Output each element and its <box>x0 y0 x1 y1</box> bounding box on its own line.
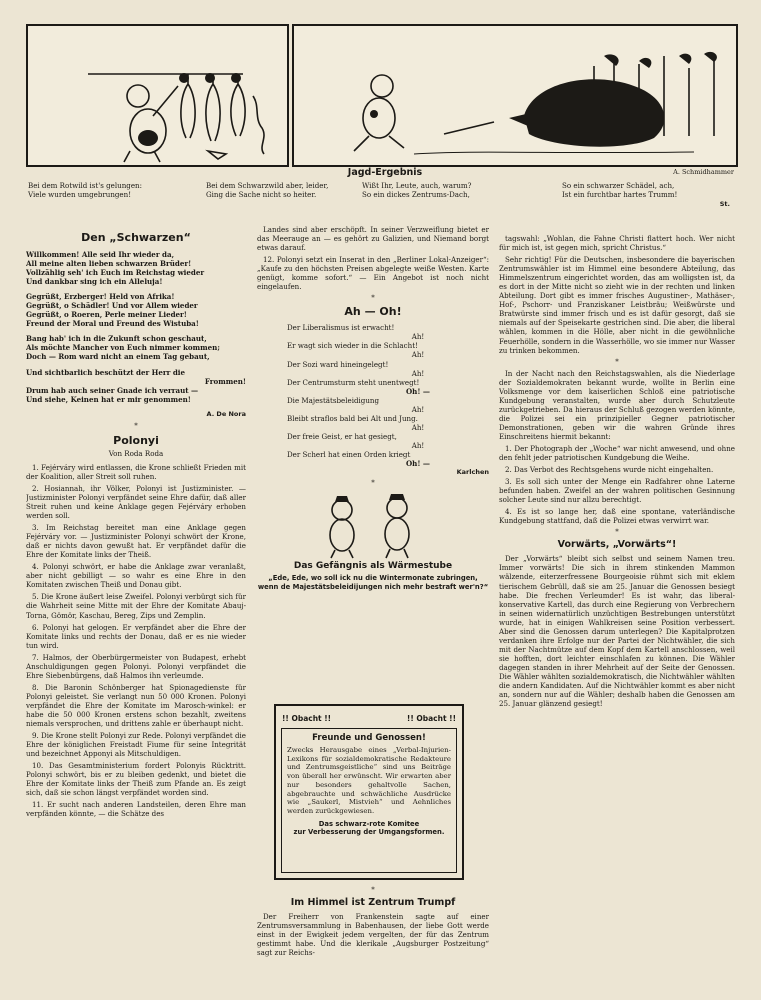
poem-schwarzen-author: A. De Nora <box>206 409 246 418</box>
poem-schwarzen-title: Den „Schwarzen“ <box>81 231 191 244</box>
cartoon-drawing-hunter-boar <box>294 26 736 165</box>
col3-paragraph: 1. Der Photograph der „Woche“ war nicht anwesend, und ohne den fehlt jeder patriotischen Kundgebung die Weihe. <box>499 443 735 463</box>
col3-paragraph: 3. Es soll sich unter der Menge ein Radfahrer ohne Laterne befunden haben. Zweifel an der wahren politischen Gesinnung solcher Leute sind nur allzu berechtigt. <box>499 477 735 505</box>
poem-exclamation: Oh! — <box>405 459 430 469</box>
col3-body <box>499 234 735 525</box>
separator-star: * <box>615 357 619 366</box>
caption-1-line-1: Bei dem Rotwild ist's gelungen: <box>28 181 142 190</box>
small-cartoon-drawing <box>257 490 489 560</box>
poem-line: Bang hab' ich in die Zukunft schon geschaut, <box>26 334 207 344</box>
poem-exclamation: Ah! <box>411 350 425 360</box>
polonyi-paragraph: 9. Die Krone stellt Polonyi zur Rede. Polonyi verpfändet die Ehre der königlichen Freistadt Fiume für seine Integrität und bezeichnet Apponyi als Mitschuldigen. <box>26 731 246 759</box>
poem-line: Gegrüßt, o Roeren, Perle meiner Lieder! <box>26 310 187 320</box>
article-himmel-title: Im Himmel ist Zentrum Trumpf <box>290 897 456 908</box>
poem-line: Der Liberalismus ist erwacht! <box>287 323 395 333</box>
separator-star: * <box>134 421 138 430</box>
obacht-text: Zwecks Herausgabe eines „Verbal-Injurien-Lexikons für sozialdemokratische Redakteure und Zentrumsgeistliche“ sind uns Beiträge von überall her erwünscht. Wir erwarten aber nur besonders gehaltvolle Sachen, abgebrauchte und schwächliche Ausdrücke wie „Saukerl, Mistvieh“ und Aehnliches werden zurückgewiesen. <box>287 746 451 815</box>
caption-2-line-2: Ging die Sache nicht so heiter. <box>206 190 317 200</box>
col2-paragraph: 12. Polonyi setzt ein Inserat in den „Berliner Lokal-Anzeiger“: „Kaufe zu den höchsten Preisen abgelegte weiße Westen. Karte genügt, komme sofort.“ — Ein Angebot ist noch nicht eingelaufen. <box>257 255 489 292</box>
poem-line: Die Majestätsbeleidigung <box>287 395 380 405</box>
poem-line: Gegrüßt, Erzberger! Held von Afrika! <box>26 292 175 302</box>
obacht-warn-left: !! Obacht !! <box>282 714 332 723</box>
obacht-sign-2: zur Verbesserung der Umgangsformen. <box>293 827 445 836</box>
column-1 <box>26 225 246 995</box>
caption-3-line-1: Wißt Ihr, Leute, auch, warum? <box>362 181 472 190</box>
poem-exclamation: Oh! — <box>405 386 430 396</box>
poem-stanza <box>26 334 246 361</box>
caption-2-line-1: Bei dem Schwarzwild aber, leider, <box>206 181 329 190</box>
obacht-box <box>274 704 464 880</box>
article-vorwaerts-text: Der „Vorwärts“ bleibt sich selbst und seinem Namen treu. Immer vorwärts! Die sich in ihrem stinkenden Mammon wälzende, eiterzerfressene Bourgeoisie rühmt sich mit eklem tierischem Gebrüll, daß sie am 25. Januar die Genossen besiegt habe. Die frechen Verleumder! Es ist wahr, das liberal-konservative Kartell, das durch eine Regierung von Verbrechern in seinen widernatürlich unzüchtigen Bestrebungen unterstützt wurde, hat in einigen Wahlkreisen seine Position verbessert. Aber sind die Genossen darum unterlegen? Die Kapitalprotzen verdanken ihre Erfolge nur der Partei der Nichtwähler, die sich mit der Nachtmütze auf dem Kopf dem Kartell anschlossen, weil sie hofften, dort leichter einschlafen zu können. Die Wähler dagegen standen in ihrer Mehrheit auf der Seite der Genossen. Die Wähler wählten sozialdemokratisch, die Nichtwähler wählten die andern Kandidaten. Auf die Nichtwähler kommt es aber nicht an, sondern nur auf die Wähler; deshalb haben die Genossen am 25. Januar glänzend gesiegt! <box>499 554 735 709</box>
poem-line: Und sichtbarlich beschützt der Herr die <box>26 367 186 377</box>
poem-line: Drum hab auch seiner Gnade ich verraut — <box>26 385 199 395</box>
small-cartoon-caption: „Ede, Ede, wo soll ick nu die Wintermonate zubringen, wenn de Majestätsbeleidijungen nich mehr bestraft wer'n?“ <box>257 574 489 591</box>
poem-line: Gegrüßt, o Schädler! Und vor Allem wieder <box>26 301 198 311</box>
col3-paragraph: tagswahl: „Wohlan, die Fahne Christi flattert hoch. Wer nicht für mich ist, ist gegen mich, spricht Christus.“ <box>499 234 735 253</box>
column-3 <box>499 234 735 996</box>
poem-line: Frommen! <box>204 376 246 386</box>
col3-paragraph: In der Nacht nach den Reichstagswahlen, als die Niederlage der Sozialdemokraten bekannt wurde, wollte in Berlin eine Volksmenge vor dem kaiserlichen Schloß eine patriotische Kundgebung veranstalten, wurde aber durch Schutzleute zurückgetrieben. Da hieraus der Schluß gezogen werden könnte, die Polizei sei ein prinzipieller Gegner patriotischer Demonstrationen, geben wir die wahren Gründe ihres Einschreitens hiermit bekannt: <box>499 368 735 441</box>
cartoon-caption-1 <box>28 181 198 199</box>
caption-4-line-2: Ist ein furchtbar hartes Trumm! <box>562 190 678 200</box>
cartoon-drawing-hunter-deer <box>28 26 287 165</box>
poem-line: Und siehe, Keinen hat er mir genommen! <box>26 394 191 404</box>
obacht-title: Freunde und Genossen! <box>312 733 426 743</box>
cartoon-caption-3 <box>362 181 512 199</box>
col3-paragraph: 2. Das Verbot des Rechtsgehens wurde nicht eingehalten. <box>505 465 714 475</box>
cartoon-panel-right <box>292 24 738 167</box>
col2-continuation <box>257 225 489 291</box>
poem-ah-oh <box>257 323 489 468</box>
polonyi-paragraph: 7. Halmos, der Oberbürgermeister von Budapest, erhebt Anschuldigungen gegen Polonyi. Polonyi verpfändet die Ehre Siebenbürgens, daß Halmos ihn verleumde. <box>26 652 246 680</box>
poem-line: Bleibt straflos bald bei Alt und Jung. <box>287 413 418 423</box>
poem-line: Der freie Geist, er hat gesiegt, <box>287 431 397 441</box>
separator-star: * <box>371 294 375 303</box>
col2-paragraph: Landes sind aber erschöpft. In seiner Verzweiflung bietet er das Meerauge an — es gehört zu Galizien, und Niemand borgt etwas darauf. <box>257 225 489 253</box>
caption-4-line-1: So ein schwarzer Schädel, ach, <box>562 181 675 190</box>
cartoon-signature: St. <box>719 200 730 208</box>
polonyi-paragraph: 6. Polonyi hat gelogen. Er verpfändet aber die Ehre der Komitate links und rechts der Donau, daß er es nie wieder tun wird. <box>26 622 246 650</box>
poem-line: Als möchte Mancher von Euch nimmer kommen; <box>26 343 220 353</box>
polonyi-paragraph: 8. Die Baronin Schönberger hat Spionagedienste für Polonyi geleistet. Sie verlangt nun 50 000 Kronen. Polonyi verpfändet die Ehre der Komitate im Marosch-winkel: er habe die 50 000 Kronen erstens schon bezahlt, zweitens niemals versprochen, und drittens zahle er überhaupt nicht. <box>26 682 246 729</box>
col3-paragraph: 4. Es ist so lange her, daß eine spontane, vaterländische Kundgebung stattfand, daß die Polizei etwas verwirrt war. <box>499 507 735 526</box>
polonyi-paragraph: 4. Polonyi schwört, er habe die Anklage zwar veranlaßt, aber nicht gebilligt — so wahr es eine Ehre in den Komitaten zwischen Theiß und Donau gibt. <box>26 562 246 590</box>
obacht-sign-1: Das schwarz-rote Komitee <box>318 819 420 828</box>
caption-3-line-2: So ein dickes Zentrums-Dach, <box>362 190 470 200</box>
obacht-box-inner <box>281 728 457 873</box>
polonyi-paragraph: 11. Er sucht nach anderen Landsteilen, deren Ehre man verpfänden könnte, — die Schätze des <box>26 800 246 819</box>
small-cartoon-title: Das Gefängnis als Wärmestube <box>293 561 453 572</box>
poem-ah-oh-author: Karlchen <box>456 468 489 477</box>
poem-ah-oh-title: Ah — Oh! <box>344 305 402 319</box>
caption-1-line-2: Viele wurden umgebrungen! <box>28 190 132 200</box>
poem-line: Willkommen! Alle seid Ihr wieder da, <box>26 250 175 259</box>
separator-star: * <box>371 886 375 894</box>
article-polonyi-byline: Von Roda Roda <box>108 448 164 458</box>
poem-stanza <box>26 368 246 404</box>
poem-stanza <box>26 250 246 286</box>
poem-line: Vollzählig seh' ich Euch im Reichstag wieder <box>26 268 205 278</box>
poem-exclamation: Ah! <box>411 422 425 432</box>
polonyi-paragraph: 1. Fejérváry wird entlassen, die Krone schließt Frieden mit der Koalition, aller Streit soll ruhen. <box>26 462 246 481</box>
poem-exclamation: Ah! <box>411 404 425 414</box>
poem-line: Doch — Rom ward nicht an einem Tag gebaut, <box>26 352 210 362</box>
separator-star: * <box>615 528 619 537</box>
cartoon-artist: A. Schmidhammer <box>673 168 734 176</box>
col3-paragraph: Sehr richtig! Für die Deutschen, insbesondere die bayerischen Zentrumswähler ist im Himmel eine besondere Abteilung, das Himmelszentrum eingerichtet worden, das am wolligsten ist, da es dort in der Mitte nicht so zieht wie in der rechten und linken Abteilung. Dort gibt es immer frisches Augustiner-, Mathäser-, Hof-, Pschorr- und Franziskaner Leistbräu; Weißwürste und Bratwürste sind immer frisch und es ist dafür gesorgt, daß sie niemals auf der Speisekarte gestrichen sind. Die aber, die liberal wählen, kommen in die Hölle, aber nicht in die gewöhnliche Feuerhölle, sondern in die Wasserhölle, wo sie immer nur Wasser zu trinken bekommen. <box>499 255 735 355</box>
poem-exclamation: Ah! <box>411 332 425 342</box>
separator-star: * <box>371 479 375 488</box>
poem-exclamation: Ah! <box>411 440 425 450</box>
poem-line: Er wagt sich wieder in die Schlacht! <box>287 341 418 351</box>
article-vorwaerts-title: Vorwärts, „Vorwärts“! <box>557 539 677 551</box>
cartoon-caption-4 <box>562 181 732 199</box>
cartoon-panel-left <box>26 24 289 167</box>
poem-line: Der Sozi ward hineingelegt! <box>287 359 389 369</box>
polonyi-paragraph: 10. Das Gesamtministerium fordert Polonyis Rücktritt. Polonyi schwört, bis er zu bleiben gedenkt, und bietet die Ehre der Komitate links der Theiß zum Pfande an. Es zeigt sich, daß sie schon längst verpfändet worden sind. <box>26 761 246 798</box>
poem-line: Freund der Moral und Freund des Wistuba! <box>26 319 199 329</box>
poem-exclamation: Ah! <box>411 368 425 378</box>
poem-line: Und dankbar sing ich ein Alleluja! <box>26 277 163 287</box>
article-polonyi-title: Polonyi <box>113 433 159 447</box>
polonyi-paragraph: 5. Die Krone äußert leise Zweifel. Polonyi verbürgt sich für die Wahrheit seine Mitte mit der Ehre der Komitate Abauj-Torna, Gömör, Kaschau, Bereg, Zips und Zemplin. <box>26 592 246 620</box>
column-2-bottom <box>257 884 489 996</box>
poem-line: All meine alten lieben schwarzen Brüder! <box>26 259 192 269</box>
poem-schwarzen <box>26 250 246 404</box>
polonyi-paragraph: 3. Im Reichstag bereitet man eine Anklage gegen Fejérváry vor. — Justizminister Polonyi schwört der Krone, daß er nichts davon gewußt hat. Er verpfändet dafür die Ehre der Komitate links der Theiß. <box>26 523 246 560</box>
poem-line: Der Scherl hat einen Orden kriegt <box>287 449 411 459</box>
article-himmel-text: Der Freiherr von Frankenstein sagte auf einer Zentrumsversammlung in Babenhausen, der liebe Gott werde einst in der Ewigkeit jedem vergelten, der für das Zentrum gestimmt habe. Und die klerikale „Augsburger Postzeitung“ sagt zur Reichs- <box>257 912 489 958</box>
cartoon-caption-2 <box>206 181 356 199</box>
obacht-warn-right: !! Obacht !! <box>406 714 456 723</box>
cartoon-title: Jagd-Ergebnis <box>347 167 423 178</box>
poem-stanza <box>26 292 246 328</box>
poem-line: Der Centrumsturm steht unentwegt! <box>287 377 420 387</box>
article-polonyi-body <box>26 463 246 819</box>
polonyi-paragraph: 2. Hosiannah, ihr Völker, Polonyi ist Justizminister. — Justizminister Polonyi verpfändet seine Ehre dafür, daß aller Streit ruhen und keine Anklage gegen Fejérváry erhoben werden soll. <box>26 483 246 521</box>
